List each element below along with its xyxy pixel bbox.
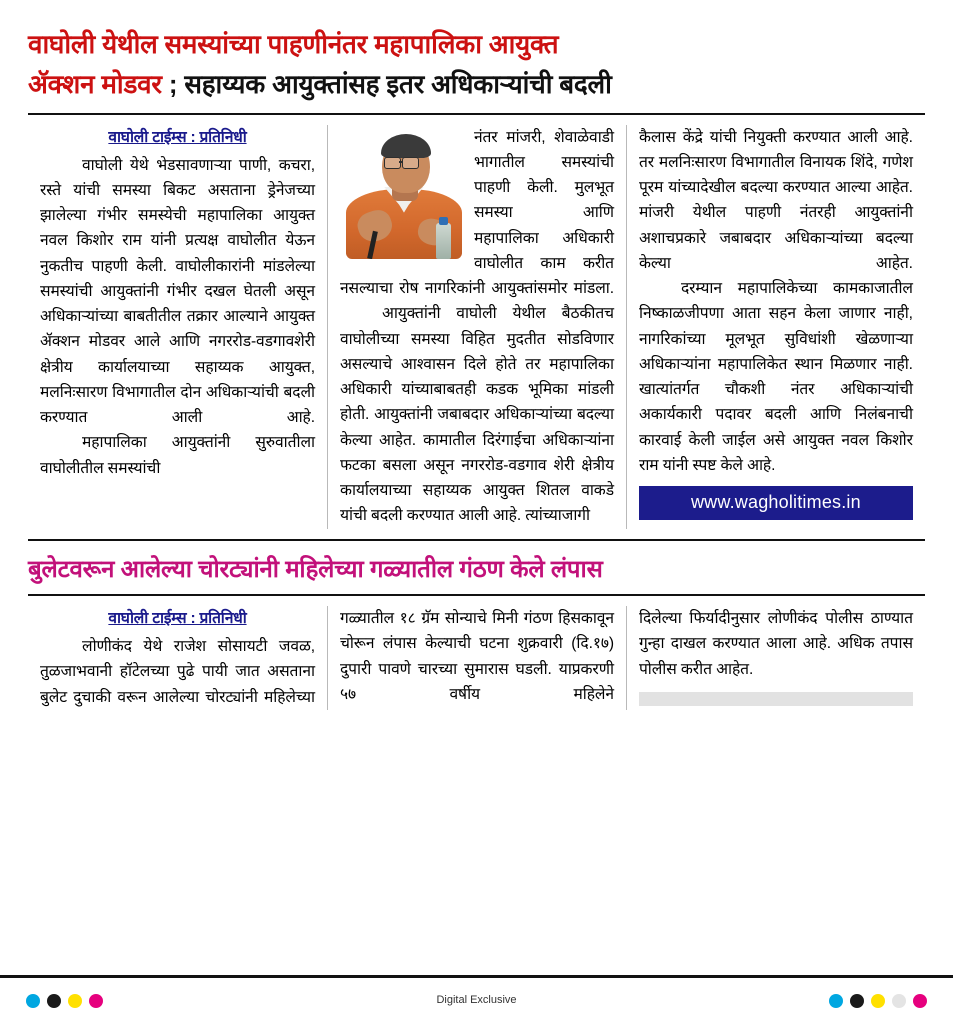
commissioner-photo	[340, 127, 468, 259]
article1-col1-para2	[40, 430, 315, 481]
footer-dot-yellow-2	[871, 994, 885, 1008]
placeholder-box	[639, 692, 913, 706]
article2-col2-para1	[340, 606, 614, 707]
article1-col3-para2	[639, 276, 913, 478]
article1-column-1	[28, 125, 327, 529]
article1-col2-para2	[340, 301, 614, 528]
article2-col1-para1-text: लोणीकंद येथे राजेश सोसायटी जवळ, तुळजाभवानी हॉटेलच्या पुढे पायी जात असताना बुलेट दुचाकी वरून आलेल्या चोरट्यांनी महिलेच्या	[40, 638, 315, 706]
photo-hair	[381, 134, 431, 158]
article1-col1-para1-text: वाघोली येथे भेडसावणाऱ्या पाणी, कचरा, रस्ते यांची समस्या बिकट असताना ड्रेनेजच्या झालेल्या गंभीर समस्येची महापालिका आयुक्त नवल किशोर राम यांनी प्रत्यक्ष वाघोलीत येऊन नुकतीच पाहणी केली. वाघोलीकारांनी मांडलेल्या समस्यांची आयुक्तांनी गंभीर दखल घेतली असून अधिकाऱ्यांच्या बाबतीतील तक्रार आल्याने आयुक्त ॲक्शन मोडवर आले आणि नगररोड-वडगावशेरी क्षेत्रीय कार्यालयाच्या सहाय्यक आयुक्त, मलनिःसारण विभागातील दोन अधिकाऱ्यांची बदली करण्यात आली आहे.	[40, 156, 315, 427]
article1-col2-para2-text: आयुक्तांनी वाघोली येथील बैठकीतच वाघोलीच्या समस्या विहित मुदतीत सोडविणार असल्याचे आश्वासन दिले होते तर महापालिका अधिकारी यांच्याबाबतही कडक भूमिका मांडली होती. आयुक्तांनी जबाबदार अधिकाऱ्यांच्या बदल्या केल्या आहेत. कामातील दिरंगाईचा अधिकाऱ्यांना फटका बसला असून नगररोड-वडगाव शेरी क्षेत्रीय कार्यालयाच्या सहाय्यक आयुक्त शितल वाकडे यांची बदली करण्यात आली आहे. त्यांच्याजागी	[339, 305, 614, 525]
article2-headline: बुलेटवरून आलेल्या चोरट्यांनी महिलेच्या गळ्यातील गंठण केले लंपास	[28, 555, 603, 583]
article1-headline-line2-black: ; सहाय्यक आयुक्तांसह इतर अधिकाऱ्यांची बदली	[168, 69, 612, 100]
article1-headline-line2-red: ॲक्शन मोडवर	[28, 69, 162, 100]
article1-photo	[340, 127, 468, 259]
article2-column-2	[327, 606, 626, 710]
page-footer	[0, 975, 953, 1024]
article1-headline	[28, 24, 925, 105]
article1-byline: वाघोली टाईम्स : प्रतिनिधी	[108, 128, 247, 146]
article1-column-3	[626, 125, 925, 529]
photo-glasses-bridge	[399, 161, 403, 163]
article1-headline-line1: वाघोली येथील समस्यांच्या पाहणीनंतर महापालिका आयुक्त	[28, 29, 559, 59]
footer-dot-cyan-2	[829, 994, 843, 1008]
article2-col2-para1-text: गळ्यातील १८ ग्रॅम सोन्याचे मिनी गंठण हिसकावून चोरून लंपास केल्याची घटना शुक्रवारी (दि.१७) दुपारी पावणे चारच्या सुमारास घडली. याप्रकरणी ५७ वर्षीय महिलेने	[339, 610, 614, 703]
article1-col3-para1	[639, 125, 913, 277]
article2-column-1	[28, 606, 327, 710]
article1-columns	[28, 125, 925, 529]
article2-col3-para1	[639, 606, 913, 682]
article1-col3-para2-text: दरम्यान महापालिकेच्या कामकाजातील निष्काळजीपणा आता सहन केला जाणार नाही, नागरिकांच्या मूलभूत सुविधांशी खेळणाऱ्या अधिकाऱ्यांना महापालिकेत स्थान मिळणार नाही. खात्यांतर्गत चौकशी नंतर अधिकाऱ्यांची अकार्यकारी पदावर बदली आणि निलंबनाची कारवाई केली जाईल असे आयुक्त नवल किशोर राम यांनी स्पष्ट केले आहे.	[638, 280, 913, 474]
footer-dot-black-2	[850, 994, 864, 1008]
footer-dots-right	[829, 994, 927, 1008]
article2-column-3	[626, 606, 925, 710]
photo-glasses-right	[402, 157, 419, 169]
article1-col1-para1	[40, 153, 315, 431]
article1-col2-para1-text: नंतर मांजरी, शेवाळेवाडी भागातील समस्यांची पाहणी केली. मुलभूत समस्या आणि महापालिका अधिकारी वाघोलीत काम करीत नसल्याचा रोष नागरिकांनी आयुक्तांसमोर मांडला.	[339, 128, 614, 298]
footer-dot-gray	[892, 994, 906, 1008]
article2-byline: वाघोली टाईम्स : प्रतिनिधी	[108, 610, 247, 628]
article2-col1-para1	[40, 634, 315, 710]
photo-glasses-left	[384, 157, 401, 169]
article1-column-2	[327, 125, 626, 529]
photo-water-bottle	[436, 223, 451, 259]
article2-col3-para1-text: दिलेल्या फिर्यादीनुसार लोणीकंद पोलीस ठाण्यात गुन्हा दाखल करण्यात आला आहे. अधिक तपास पोलीस करीत आहेत.	[638, 610, 913, 678]
article1-col1-para2-text: महापालिका आयुक्तांनी सुरुवातीला वाघोलीतील समस्यांची	[40, 434, 315, 477]
article2-columns	[28, 606, 925, 710]
footer-dot-magenta-2	[913, 994, 927, 1008]
footer-label: Digital Exclusive	[436, 994, 517, 1006]
article2-headline-divider	[28, 594, 925, 596]
headline-divider	[28, 113, 925, 115]
photo-bottle-cap	[439, 217, 448, 225]
website-url-bar[interactable]: www.wagholitimes.in	[639, 486, 913, 520]
article-separator	[28, 539, 925, 541]
article1-col3-para1-text: कैलास केंद्रे यांची नियुक्ती करण्यात आली आहे. तर मलनिःसारण विभागातील विनायक शिंदे, गणेश पूरम यांच्यादेखील बदल्या करण्यात आल्या आहेत. मांजरी येथील पाहणी नंतरही आयुक्तांनी अशाचप्रकारे जबाबदार अधिकाऱ्यांच्या बदल्या केल्या आहेत.	[638, 128, 913, 272]
